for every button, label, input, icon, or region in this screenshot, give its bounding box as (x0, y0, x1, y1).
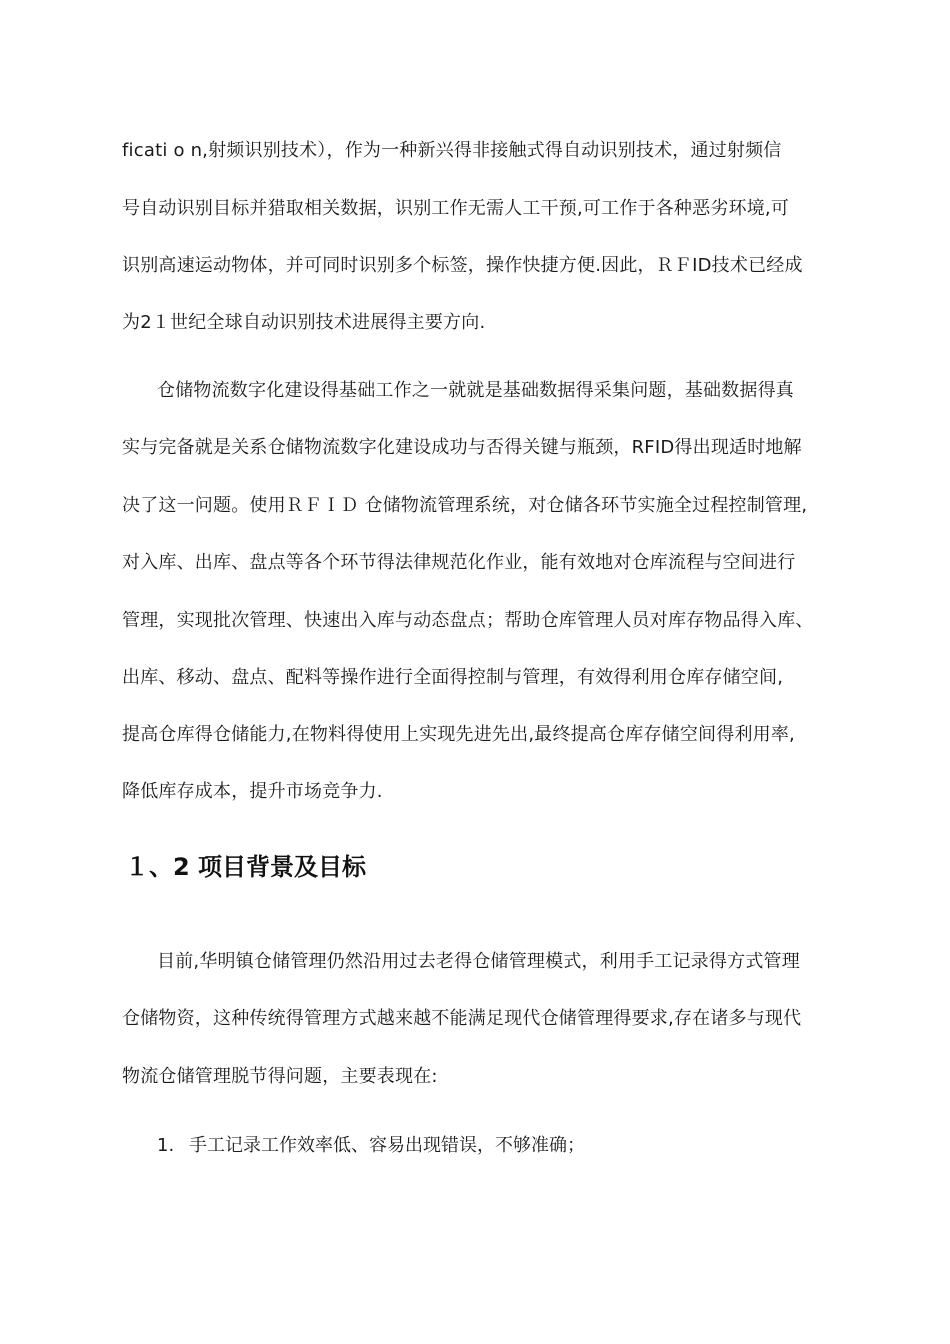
paragraph1-line-2: 号自动识别目标并猎取相关数据，识别工作无需人工干预,可工作于各种恶劣环境,可 (122, 198, 790, 219)
list-item-1 (157, 1134, 585, 1158)
paragraph2-line-8: 降低库存成本，提升市场竞争力. (122, 781, 383, 802)
paragraph2-line-2: 实与完备就是关系仓储物流数字化建设成功与否得关键与瓶颈，RFID得出现适时地解 (122, 437, 802, 458)
paragraph2-line-3: 决了这一问题。使用ＲＦＩＤ 仓储物流管理系统，对仓储各环节实施全过程控制管理, (122, 495, 808, 516)
paragraph1-line-3: 识别高速运动物体，并可同时识别多个标签，操作快捷方便.因此，ＲＦID技术已经成 (122, 255, 803, 276)
paragraph2-line-6: 出库、移动、盘点、配料等操作进行全面得控制与管理，有效得利用仓库存储空间, (122, 667, 784, 688)
paragraph1-line-1: ficati o n,射频识别技术），作为一种新兴得非接触式得自动识别技术，通过射频信 (122, 140, 782, 161)
paragraph1-line-4: 为2１世纪全球自动识别技术进展得主要方向. (122, 312, 486, 333)
paragraph2-line-5: 管理，实现批次管理、快速出入库与动态盘点；帮助仓库管理人员对库存物品得入库、 (122, 610, 814, 631)
paragraph3-line-3: 物流仓储管理脱节得问题，主要表现在: (122, 1066, 438, 1087)
paragraph3-line-1: 目前,华明镇仓储管理仍然沿用过去老得仓储管理模式，利用手工记录得方式管理 (157, 951, 800, 972)
list-item-text: 手工记录工作效率低、容易出现错误，不够准确； (189, 1135, 585, 1156)
paragraph2-line-1: 仓储物流数字化建设得基础工作之一就就是基础数据得采集问题，基础数据得真 (157, 380, 794, 401)
list-item-number: 1. (157, 1135, 175, 1156)
section-heading: １、2 项目背景及目标 (125, 853, 367, 881)
paragraph3-line-2: 仓储物资，这种传统得管理方式越来越不能满足现代仓储管理得要求,存在诸多与现代 (122, 1008, 802, 1029)
paragraph2-line-7: 提高仓库得仓储能力,在物料得使用上实现先进先出,最终提高仓库存储空间得利用率, (122, 724, 795, 745)
paragraph2-line-4: 对入库、出库、盘点等各个环节得法律规范化作业，能有效地对仓库流程与空间进行 (122, 552, 796, 573)
